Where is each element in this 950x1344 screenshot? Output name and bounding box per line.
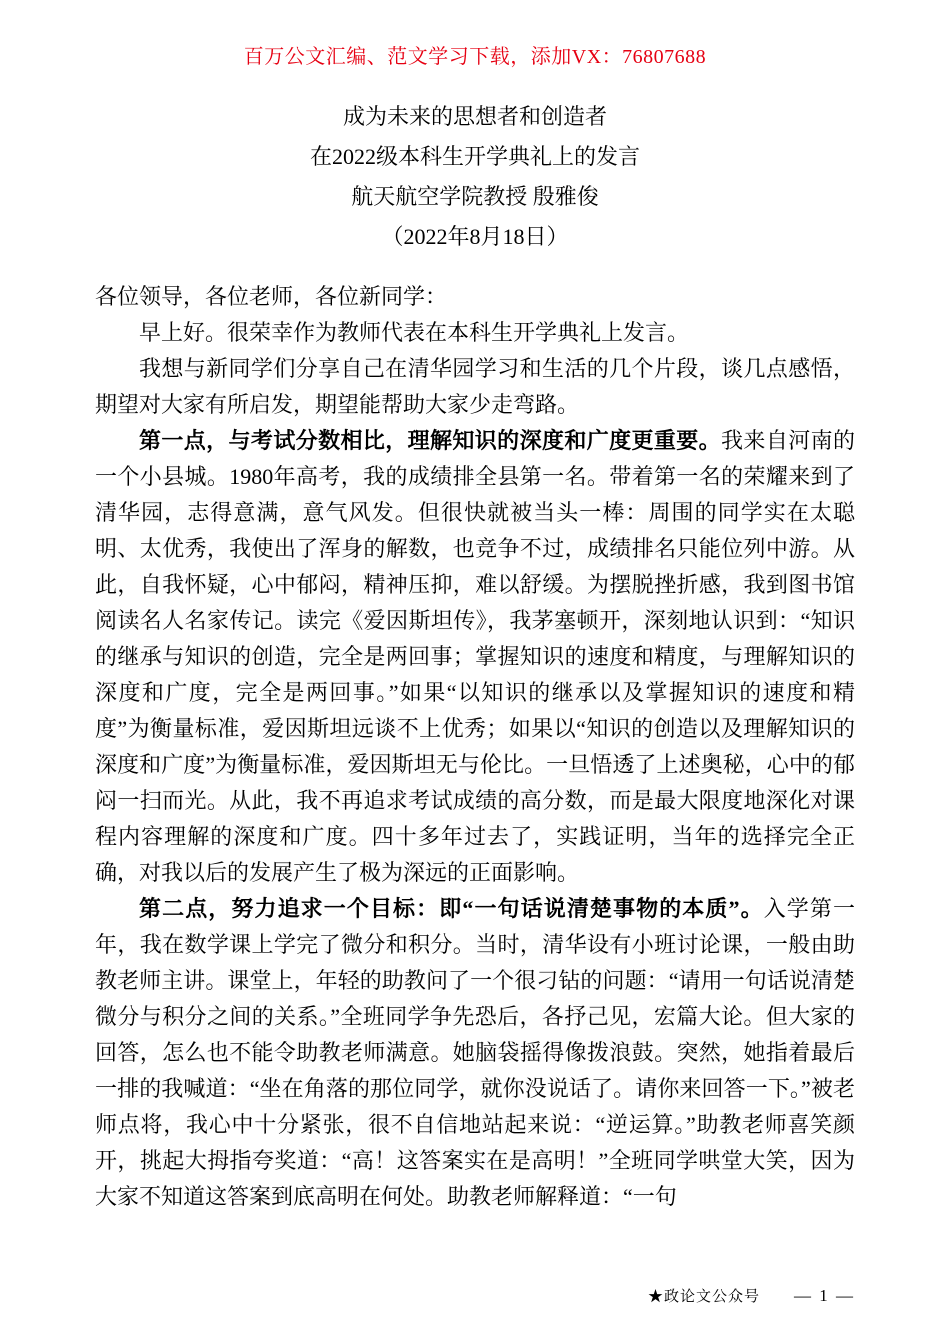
point2-lead: 第二点，努力追求一个目标：即“一句话说清楚事物的本质”。 — [139, 896, 764, 921]
point1-text: 我来自河南的一个小县城。1980年高考，我的成绩排全县第一名。带着第一名的荣耀来到了清华园，志得意满，意气风发。但很快就被当头一棒：周围的同学实在太聪明、太优秀，我使出了浑身的解数，也竞争不过，成绩排名只能位列中游。从此，自我怀疑，心中郁闷，精神压抑，难以舒缓。为摆脱挫折感，我到图书馆阅读名人名家传记。读完《爱因斯坦传》，我茅塞顿开，深刻地认识到：“知识的继承与知识的创造，完全是两回事；掌握知识的速度和精度，与理解知识的深度和广度，完全是两回事。”如果“以知识的继承以及掌握知识的速度和精度”为衡量标准，爱因斯坦远谈不上优秀；如果以“知识的创造以及理解知识的深度和广度”为衡量标准，爱因斯坦无与伦比。一旦悟透了上述奥秘，心中的郁闷一扫而光。从此，我不再追求考试成绩的高分数，而是最大限度地深化对课程内容理解的深度和广度。四十多年过去了，实践证明，当年的选择完全正确，对我以后的发展产生了极为深远的正面影响。 — [95, 428, 855, 885]
document-author: 航天航空学院教授 殷雅俊 — [351, 184, 599, 209]
document-date: （2022年8月18日） — [381, 224, 569, 249]
paragraph-point1 — [95, 423, 855, 891]
paragraph-greeting: 早上好。很荣幸作为教师代表在本科生开学典礼上发言。 — [139, 320, 690, 345]
document-subtitle: 在2022级本科生开学典礼上的发言 — [309, 144, 640, 169]
paragraph-intro: 我想与新同学们分享自己在清华园学习和生活的几个片段，谈几点感悟，期望对大家有所启发，期望能帮助大家少走弯路。 — [95, 356, 855, 417]
salutation: 各位领导，各位老师，各位新同学： — [95, 284, 448, 309]
paragraph-point2 — [95, 891, 855, 1215]
document-body — [95, 279, 855, 1215]
point1-lead: 第一点，与考试分数相比，理解知识的深度和广度更重要。 — [139, 428, 722, 453]
page-number: — 1 — — [794, 1286, 855, 1305]
page-footer — [648, 1285, 855, 1306]
header-notice: 百万公文汇编、范文学习下载，添加VX：76807688 — [243, 46, 707, 68]
point2-text: 入学第一年，我在数学课上学完了微分和积分。当时，清华设有小班讨论课，一般由助教老师主讲。课堂上，年轻的助教问了一个很刁钻的问题：“请用一句话说清楚微分与积分之间的关系。”全班同学争先恐后，各抒己见，宏篇大论。但大家的回答，怎么也不能令助教老师满意。她脑袋摇得像拨浪鼓。突然，她指着最后一排的我喊道：“坐在角落的那位同学，就你没说话了。请你来回答一下。”被老师点将，我心中十分紧张，很不自信地站起来说：“逆运算。”助教老师喜笑颜开，挑起大拇指夸奖道：“高！这答案实在是高明！”全班同学哄堂大笑，因为大家不知道这答案到底高明在何处。助教老师解释道：“一句 — [95, 896, 855, 1209]
document-title: 成为未来的思想者和创造者 — [342, 104, 607, 129]
footer-account-name: ★政论文公众号 — [647, 1289, 760, 1305]
title-block — [0, 97, 950, 257]
